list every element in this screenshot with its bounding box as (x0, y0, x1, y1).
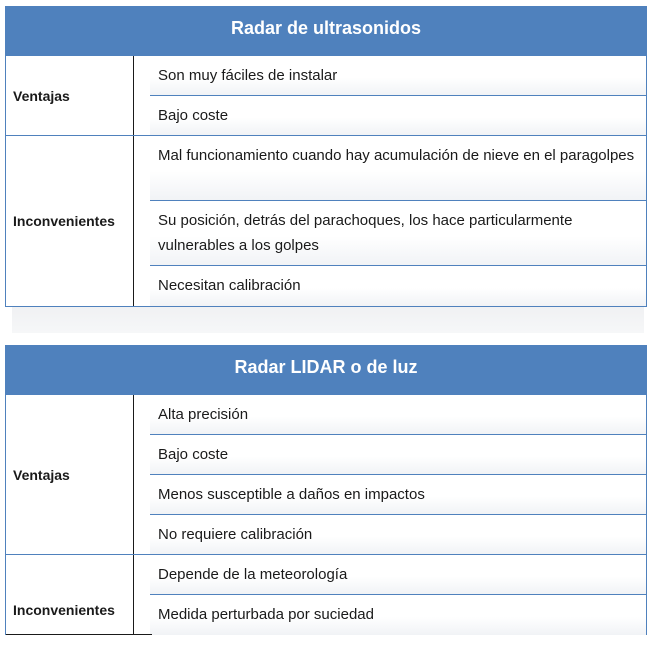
list-item: Medida perturbada por suciedad (150, 595, 646, 635)
list-item: Son muy fáciles de instalar (150, 56, 646, 96)
table-lidar (5, 345, 647, 635)
inconvenientes-list (134, 555, 646, 635)
list-item: No requiere calibración (150, 515, 646, 554)
divider (6, 634, 152, 635)
list-item: Depende de la meteorología (150, 555, 646, 595)
list-item: Mal funcionamiento cuando hay acumulación de nieve en el paragolpes (150, 136, 646, 201)
list-item: Bajo coste (150, 435, 646, 475)
list-item: Necesitan calibración (150, 266, 646, 306)
table-title: Radar de ultrasonidos (5, 6, 647, 56)
ventajas-list (134, 56, 646, 135)
table-shadow (12, 307, 644, 333)
list-item: Bajo coste (150, 96, 646, 135)
inconvenientes-list (134, 136, 646, 306)
ventajas-list (134, 395, 646, 554)
list-item: Alta precisión (150, 395, 646, 435)
inconvenientes-group (5, 555, 647, 635)
list-item: Menos susceptible a daños en impactos (150, 475, 646, 515)
inconvenientes-group (5, 136, 647, 307)
ventajas-label: Ventajas (6, 395, 134, 554)
inconvenientes-label: Inconvenientes (6, 555, 134, 635)
ventajas-label: Ventajas (6, 56, 134, 135)
list-item: Su posición, detrás del parachoques, los hace particularmente vulnerables a los golpes (150, 201, 646, 266)
ventajas-group (5, 395, 647, 555)
inconvenientes-label: Inconvenientes (6, 136, 134, 306)
table-ultrasonidos (5, 6, 647, 307)
ventajas-group (5, 56, 647, 136)
table-title: Radar LIDAR o de luz (5, 345, 647, 395)
